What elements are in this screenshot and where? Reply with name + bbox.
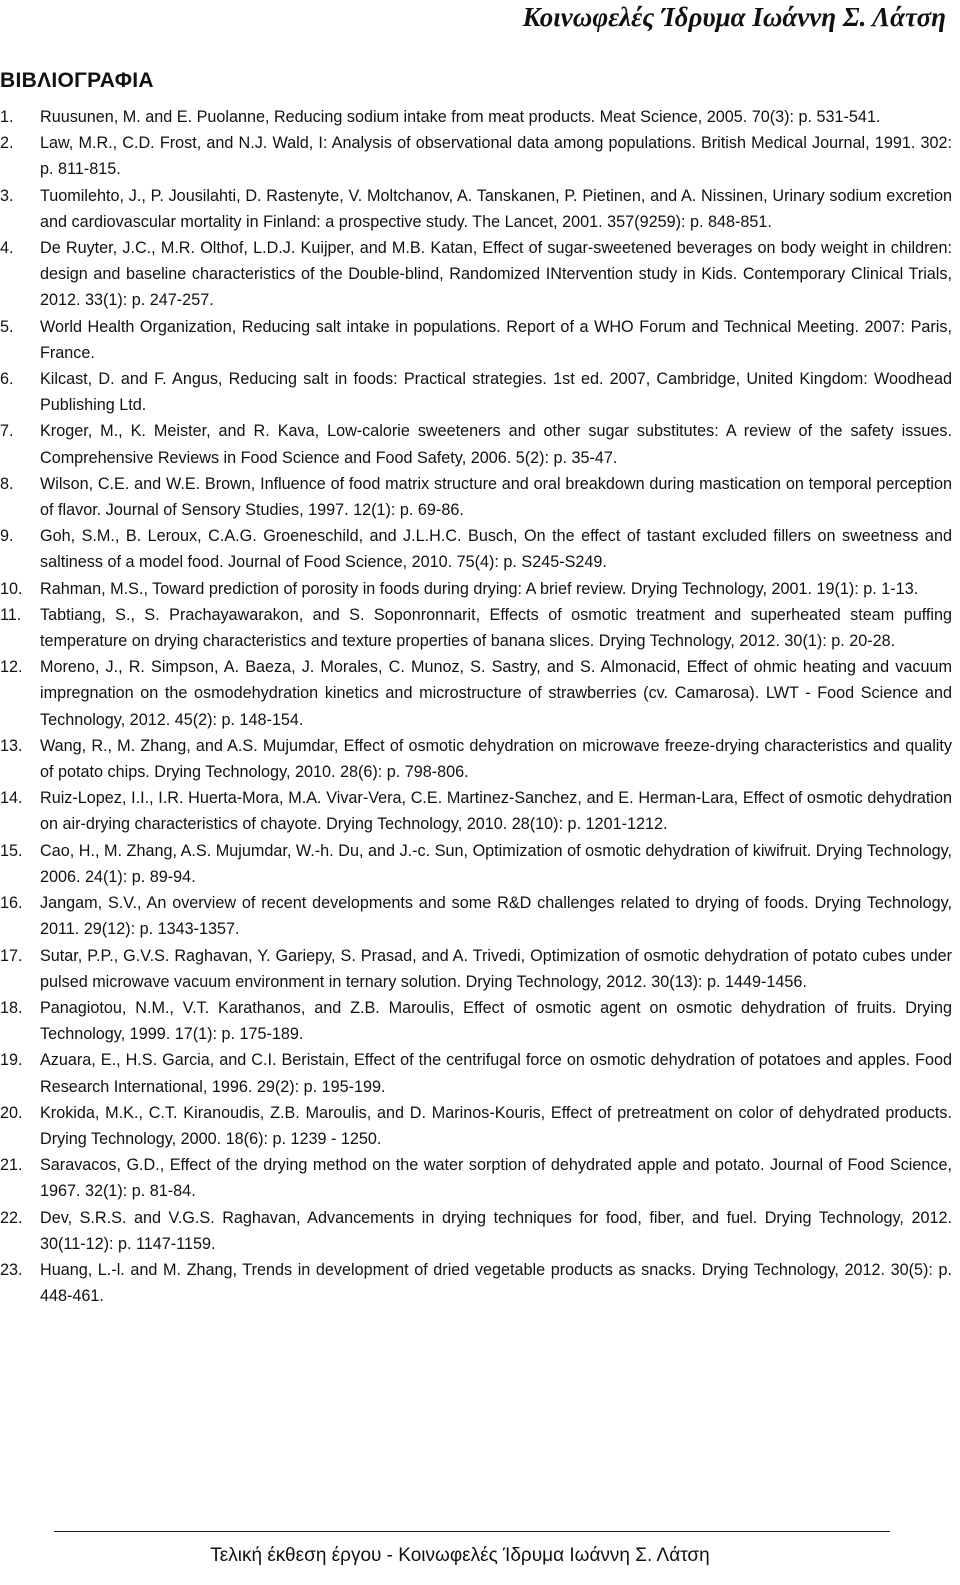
reference-number: 11.	[0, 605, 22, 624]
reference-item	[0, 523, 952, 575]
reference-text: World Health Organization, Reducing salt intake in populations. Report of a WHO Forum and Technical Meeting. 2007: Paris, France.	[40, 317, 952, 362]
reference-item	[0, 314, 952, 366]
reference-text: Dev, S.R.S. and V.G.S. Raghavan, Advancements in drying techniques for food, fiber, and fuel. Drying Technology, 2012. 30(11-12): p. 1147-1159.	[40, 1208, 952, 1253]
reference-number: 5.	[0, 317, 14, 336]
reference-list	[0, 104, 952, 1309]
reference-item	[0, 890, 952, 942]
reference-text: Kilcast, D. and F. Angus, Reducing salt in foods: Practical strategies. 1st ed. 2007, Cambridge, United Kingdom: Woodhead Publishing Ltd.	[40, 370, 952, 415]
reference-number: 17.	[0, 946, 23, 965]
page-header-title: Κοινωφελές Ίδρυμα Ιωάννη Σ. Λάτση	[522, 2, 946, 32]
reference-text: Tabtiang, S., S. Prachayawarakon, and S. Soponronnarit, Effects of osmotic treatment and superheated steam puffing temperature on drying characteristics and texture properties of banana slices. Drying Technology, 2012. 30(1): p. 20-28.	[40, 605, 952, 651]
reference-item	[0, 1205, 952, 1257]
reference-number: 20.	[0, 1103, 23, 1122]
reference-text: De Ruyter, J.C., M.R. Olthof, L.D.J. Kuijper, and M.B. Katan, Effect of sugar-sweetened beverages on body weight in children: design and baseline characteristics of the Double-blind, Randomized INtervention study in Kids. Contemporary Clinical Trials, 2012. 33(1): p. 247-257.	[40, 239, 952, 310]
reference-item	[0, 235, 952, 314]
reference-number: 9.	[0, 527, 14, 546]
reference-item	[0, 1047, 952, 1099]
reference-text: Law, M.R., C.D. Frost, and N.J. Wald, I: Analysis of observational data among populations. British Medical Journal, 1991. 302: p. 811-815.	[40, 134, 952, 179]
reference-item	[0, 785, 952, 837]
page-footer: Τελική έκθεση έργου - Κοινωφελές Ίδρυμα Ιωάννη Σ. Λάτση	[210, 1545, 710, 1566]
reference-text: Tuomilehto, J., P. Jousilahti, D. Rastenyte, V. Moltchanov, A. Tanskanen, P. Pietinen, and A. Nissinen, Urinary sodium excretion and cardiovascular mortality in Finland: a prospective study. The Lancet, 2001. 357(9259): p. 848-851.	[40, 186, 952, 231]
reference-text: Ruusunen, M. and E. Puolanne, Reducing sodium intake from meat products. Meat Science, 2005. 70(3): p. 531-541.	[40, 108, 881, 126]
reference-number: 14.	[0, 789, 23, 808]
reference-number: 4.	[0, 239, 14, 258]
reference-number: 21.	[0, 1156, 23, 1175]
reference-item	[0, 1100, 952, 1152]
reference-number: 13.	[0, 736, 23, 755]
reference-number: 6.	[0, 370, 14, 389]
reference-item	[0, 366, 952, 418]
reference-text: Azuara, E., H.S. Garcia, and C.I. Beristain, Effect of the centrifugal force on osmotic dehydration of potatoes and apples. Food Research International, 1996. 29(2): p. 195-199.	[40, 1051, 952, 1096]
reference-number: 7.	[0, 422, 14, 441]
reference-text: Saravacos, G.D., Effect of the drying method on the water sorption of dehydrated apple and potato. Journal of Food Science, 1967. 32(1): p. 81-84.	[40, 1156, 952, 1201]
reference-item	[0, 654, 952, 733]
reference-item	[0, 104, 952, 130]
reference-item	[0, 576, 952, 602]
reference-item	[0, 1152, 952, 1204]
reference-item	[0, 602, 952, 654]
reference-number: 8.	[0, 474, 14, 493]
reference-number: 1.	[0, 108, 14, 126]
reference-text: Panagiotou, N.M., V.T. Karathanos, and Z.B. Maroulis, Effect of osmotic agent on osmotic dehydration of fruits. Drying Technology, 1999. 17(1): p. 175-189.	[40, 998, 952, 1044]
reference-item	[0, 733, 952, 785]
reference-number: 19.	[0, 1051, 23, 1070]
reference-number: 3.	[0, 186, 14, 205]
reference-text: Jangam, S.V., An overview of recent developments and some R&D challenges related to drying of foods. Drying Technology, 2011. 29(12): p. 1343-1357.	[40, 894, 952, 939]
reference-item	[0, 130, 952, 182]
reference-item	[0, 838, 952, 890]
reference-text: Wilson, C.E. and W.E. Brown, Influence of food matrix structure and oral breakdown during mastication on temporal perception of flavor. Journal of Sensory Studies, 1997. 12(1): p. 69-86.	[40, 474, 952, 520]
section-title: ΒΙΒΛΙΟΓΡΑΦΙΑ	[0, 69, 154, 92]
reference-text: Huang, L.-l. and M. Zhang, Trends in development of dried vegetable products as snacks. Drying Technology, 2012. 30(5): p. 448-461.	[40, 1260, 952, 1306]
reference-item	[0, 471, 952, 523]
reference-number: 15.	[0, 841, 23, 860]
reference-item	[0, 943, 952, 995]
reference-item	[0, 1257, 952, 1309]
reference-text: Wang, R., M. Zhang, and A.S. Mujumdar, Effect of osmotic dehydration on microwave freeze-drying characteristics and quality of potato chips. Drying Technology, 2010. 28(6): p. 798-806.	[40, 736, 952, 782]
reference-number: 12.	[0, 658, 23, 677]
reference-item	[0, 995, 952, 1047]
reference-text: Ruiz-Lopez, I.I., I.R. Huerta-Mora, M.A. Vivar-Vera, C.E. Martinez-Sanchez, and E. Herman-Lara, Effect of osmotic dehydration on air-drying characteristics of chayote. Drying Technology, 2010. 28(10): p. 1201-1212.	[40, 789, 952, 834]
reference-text: Moreno, J., R. Simpson, A. Baeza, J. Morales, C. Munoz, S. Sastry, and S. Almonacid, Effect of ohmic heating and vacuum impregnation on the osmodehydration kinetics and microstructure of strawberries (cv. Camarosa). LWT - Food Science and Technology, 2012. 45(2): p. 148-154.	[40, 658, 952, 729]
reference-number: 23.	[0, 1260, 23, 1279]
reference-text: Krokida, M.K., C.T. Kiranoudis, Z.B. Maroulis, and D. Marinos-Kouris, Effect of pretreatment on color of dehydrated products. Drying Technology, 2000. 18(6): p. 1239 - 1250.	[40, 1103, 952, 1148]
reference-text: Goh, S.M., B. Leroux, C.A.G. Groeneschild, and J.L.H.C. Busch, On the effect of tastant excluded fillers on sweetness and saltiness of a model food. Journal of Food Science, 2010. 75(4): p. S245-S249.	[40, 527, 952, 572]
reference-item	[0, 183, 952, 235]
reference-text: Cao, H., M. Zhang, A.S. Mujumdar, W.-h. Du, and J.-c. Sun, Optimization of osmotic dehydration of kiwifruit. Drying Technology, 2006. 24(1): p. 89-94.	[40, 841, 952, 886]
reference-item	[0, 418, 952, 470]
reference-number: 16.	[0, 894, 23, 913]
reference-text: Rahman, M.S., Toward prediction of porosity in foods during drying: A brief review. Drying Technology, 2001. 19(1): p. 1-13.	[40, 579, 919, 598]
reference-number: 22.	[0, 1208, 23, 1227]
reference-number: 2.	[0, 134, 14, 153]
reference-text: Kroger, M., K. Meister, and R. Kava, Low-calorie sweeteners and other sugar substitutes: A review of the safety issues. Comprehensive Reviews in Food Science and Food Safety, 2006. 5(2): p. 35-47.	[40, 422, 952, 467]
reference-number: 10.	[0, 579, 23, 598]
footer-divider	[54, 1531, 890, 1532]
reference-text: Sutar, P.P., G.V.S. Raghavan, Y. Gariepy, S. Prasad, and A. Trivedi, Optimization of osmotic dehydration of potato cubes under pulsed microwave vacuum environment in ternary solution. Drying Technology, 2012. 30(13): p. 1449-1456.	[40, 946, 952, 991]
reference-number: 18.	[0, 998, 23, 1017]
